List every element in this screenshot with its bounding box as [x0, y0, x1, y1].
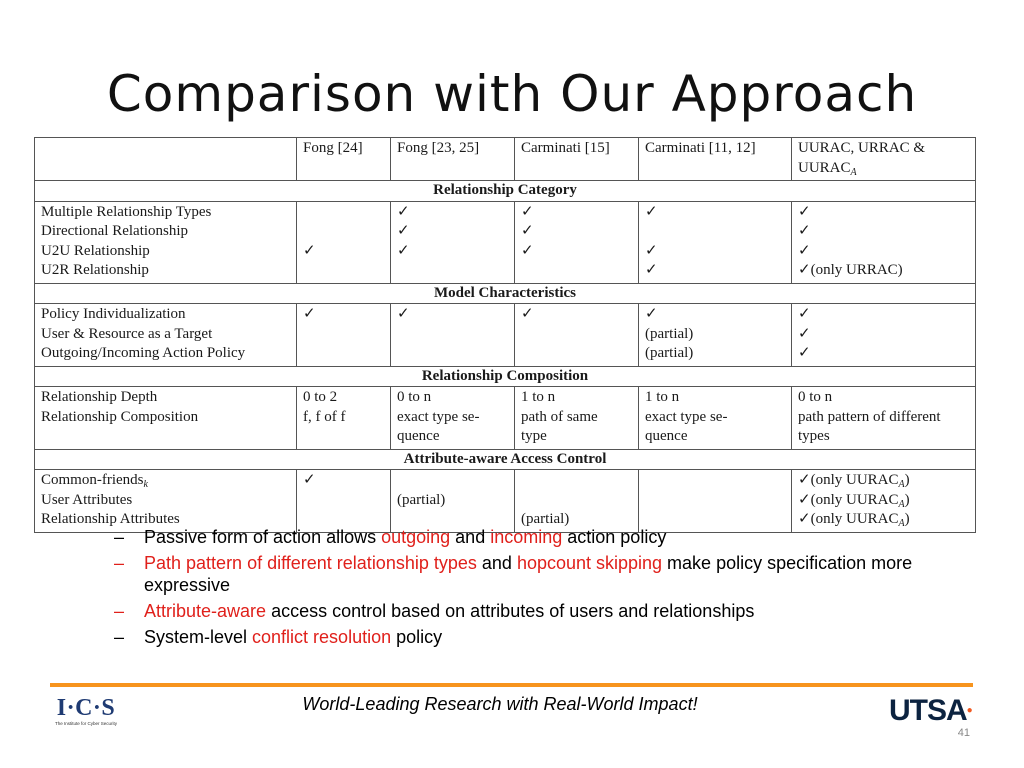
cell-value: exact type se-	[645, 408, 728, 425]
header-cell	[792, 138, 976, 181]
cell-value	[303, 203, 384, 223]
bullet-highlight: outgoing	[381, 527, 451, 547]
bullet-item	[112, 600, 952, 622]
cell-value	[303, 325, 384, 345]
cell-value: (partial)	[521, 511, 570, 527]
value-cell	[297, 387, 391, 450]
section-row	[35, 366, 976, 387]
value-cell	[639, 304, 792, 367]
cell-value: ✓	[798, 203, 811, 220]
header-text: UURAC	[798, 159, 851, 176]
value-cell	[391, 387, 515, 450]
ics-logo-mark: I·C·S	[56, 695, 116, 721]
value-cell	[639, 201, 792, 283]
section-title: Relationship Composition	[35, 366, 976, 387]
footer-divider	[50, 683, 973, 687]
value-cell	[391, 304, 515, 367]
cell-value: ✓	[397, 242, 410, 259]
bullet-highlight: conflict resolution	[252, 627, 392, 647]
section-row	[35, 181, 976, 202]
bullet-dash: –	[114, 627, 125, 647]
value-cell	[639, 470, 792, 533]
cell-value	[397, 325, 508, 345]
value-cell	[297, 201, 391, 283]
bullet-text: policy	[391, 627, 443, 647]
value-cell	[792, 304, 976, 367]
cell-value	[798, 471, 969, 491]
header-line	[798, 159, 969, 179]
page-number: 41	[957, 727, 970, 739]
cell-value: 0 to n	[798, 389, 833, 405]
cell-value: ✓	[645, 203, 658, 220]
cell-value: ✓	[645, 306, 658, 322]
cell-value	[397, 261, 508, 281]
value-cell	[391, 470, 515, 533]
value-cell	[792, 470, 976, 533]
bullet-item	[112, 626, 952, 648]
cell-value	[303, 344, 384, 364]
cell-text: ✓(only UURAC	[798, 511, 899, 527]
cell-value: ✓	[303, 242, 316, 259]
section-row	[35, 449, 976, 470]
feature-label: Relationship Depth	[41, 389, 158, 405]
cell-value: (partial)	[645, 325, 694, 342]
cell-value: types	[798, 428, 830, 444]
feature-text: Common-friends	[41, 472, 144, 488]
cell-value: ✓	[798, 242, 811, 259]
table-row	[35, 387, 976, 450]
table-row	[35, 470, 976, 533]
cell-value: path of same	[521, 408, 598, 425]
value-cell	[515, 470, 639, 533]
cell-value: ✓	[798, 325, 811, 342]
cell-value: ✓	[303, 472, 316, 488]
feature-label	[41, 471, 290, 491]
bullet-highlight: Attribute-aware	[144, 601, 267, 621]
bullet-list	[112, 526, 952, 652]
cell-value	[521, 344, 632, 364]
cell-subscript: A	[898, 479, 905, 490]
utsa-logo-mark: UTSA	[889, 694, 967, 727]
bullet-text: and	[476, 553, 517, 573]
value-cell	[297, 470, 391, 533]
cell-text: )	[904, 511, 910, 527]
utsa-logo	[889, 694, 972, 728]
value-cell	[639, 387, 792, 450]
bullet-highlight: incoming	[490, 527, 563, 547]
cell-value: ✓	[521, 306, 534, 322]
table-row	[35, 201, 976, 283]
cell-value	[521, 325, 632, 345]
bullet-dash: –	[114, 553, 125, 573]
cell-value: ✓(only URRAC)	[798, 262, 903, 278]
cell-value: exact type se-	[397, 408, 480, 425]
bullet-text: Passive form of action allows	[144, 527, 382, 547]
section-title: Relationship Category	[35, 181, 976, 202]
cell-value: (partial)	[397, 491, 446, 508]
cell-value: ✓	[798, 223, 811, 239]
cell-value: ✓	[645, 262, 658, 278]
cell-value: ✓	[521, 203, 534, 220]
cell-value: quence	[397, 428, 440, 444]
cell-value: ✓	[397, 223, 410, 239]
header-subscript: A	[850, 166, 857, 178]
table-header-row	[35, 138, 976, 181]
cell-value: f, f of f	[303, 408, 346, 425]
section-row	[35, 283, 976, 304]
cell-value	[645, 471, 785, 491]
cell-text: ✓(only UURAC	[798, 491, 899, 508]
feature-label: Directional Relationship	[41, 223, 189, 239]
feature-label: U2R Relationship	[41, 262, 149, 278]
cell-value: 1 to n	[521, 389, 556, 405]
section-title: Model Characteristics	[35, 283, 976, 304]
cell-value: quence	[645, 428, 688, 444]
cell-value	[303, 222, 384, 242]
feature-label: Policy Individualization	[41, 306, 186, 322]
cell-value	[303, 261, 384, 281]
cell-value: ✓	[521, 242, 534, 259]
cell-value: ✓	[397, 203, 410, 220]
feature-label: U2U Relationship	[41, 242, 150, 259]
feature-label: Outgoing/Incoming Action Policy	[41, 345, 246, 361]
cell-value: ✓	[521, 223, 534, 239]
value-cell	[515, 387, 639, 450]
value-cell	[391, 201, 515, 283]
cell-value: ✓	[798, 306, 811, 322]
value-cell	[515, 304, 639, 367]
cell-value: 0 to n	[397, 389, 432, 405]
cell-value: ✓	[798, 345, 811, 361]
header-cell: Fong [24]	[297, 138, 391, 181]
header-line: UURAC, URRAC &	[798, 140, 926, 156]
cell-value	[798, 491, 969, 511]
bullet-dash: –	[114, 601, 125, 621]
cell-value: ✓	[303, 306, 316, 322]
table-row	[35, 304, 976, 367]
cell-value: path pattern of different	[798, 408, 941, 425]
cell-value	[397, 471, 508, 491]
bullet-text: action policy	[562, 527, 667, 547]
cell-value: type	[521, 428, 547, 444]
bullet-item	[112, 552, 952, 596]
feature-label: User & Resource as a Target	[41, 325, 213, 342]
value-cell	[792, 387, 976, 450]
feature-label: Multiple Relationship Types	[41, 203, 212, 220]
feature-cell	[35, 201, 297, 283]
cell-value	[521, 261, 632, 281]
cell-value: ✓	[397, 306, 410, 322]
feature-cell	[35, 470, 297, 533]
header-cell: Carminati [15]	[515, 138, 639, 181]
bullet-item	[112, 526, 952, 548]
feature-label: Relationship Attributes	[41, 511, 180, 527]
header-blank-cell	[35, 138, 297, 181]
section-title: Attribute-aware Access Control	[35, 449, 976, 470]
cell-value	[645, 222, 785, 242]
bullet-text: make policy specification more expressive	[144, 553, 913, 595]
ics-logo-subtitle: The Institute for Cyber Security	[54, 721, 118, 726]
bullet-highlight: hopcount skipping	[516, 553, 663, 573]
bullet-text: System-level	[144, 627, 253, 647]
cell-text: ✓(only UURAC	[798, 472, 899, 488]
footer-tagline: World-Leading Research with Real-World Impact!	[302, 694, 698, 714]
bullet-highlight: Path pattern of different relationship types	[144, 553, 477, 573]
cell-value	[397, 344, 508, 364]
cell-value	[521, 491, 632, 511]
feature-label: User Attributes	[41, 491, 133, 508]
cell-subscript: A	[898, 498, 905, 510]
value-cell	[297, 304, 391, 367]
cell-value	[645, 491, 785, 511]
cell-value	[521, 471, 632, 491]
cell-value: (partial)	[645, 345, 694, 361]
slide-title: Comparison with Our Approach	[106, 65, 918, 123]
bullet-dash: –	[114, 527, 125, 547]
bullet-text: and	[450, 527, 491, 547]
cell-value: ✓	[645, 242, 658, 259]
bullet-text: access control based on attributes of users and relationships	[266, 601, 755, 621]
comparison-table	[34, 137, 976, 533]
cell-value: 0 to 2	[303, 389, 338, 405]
cell-text: )	[904, 472, 910, 488]
cell-subscript: A	[898, 518, 905, 529]
feature-label: Relationship Composition	[41, 408, 199, 425]
cell-text: )	[904, 491, 910, 508]
cell-value: 1 to n	[645, 389, 680, 405]
registered-mark-icon: ●	[966, 705, 972, 716]
value-cell	[792, 201, 976, 283]
feature-cell	[35, 304, 297, 367]
feature-cell	[35, 387, 297, 450]
value-cell	[515, 201, 639, 283]
header-cell: Carminati [11, 12]	[639, 138, 792, 181]
feature-subscript: k	[143, 479, 148, 490]
cell-value	[303, 491, 384, 511]
header-cell: Fong [23, 25]	[391, 138, 515, 181]
